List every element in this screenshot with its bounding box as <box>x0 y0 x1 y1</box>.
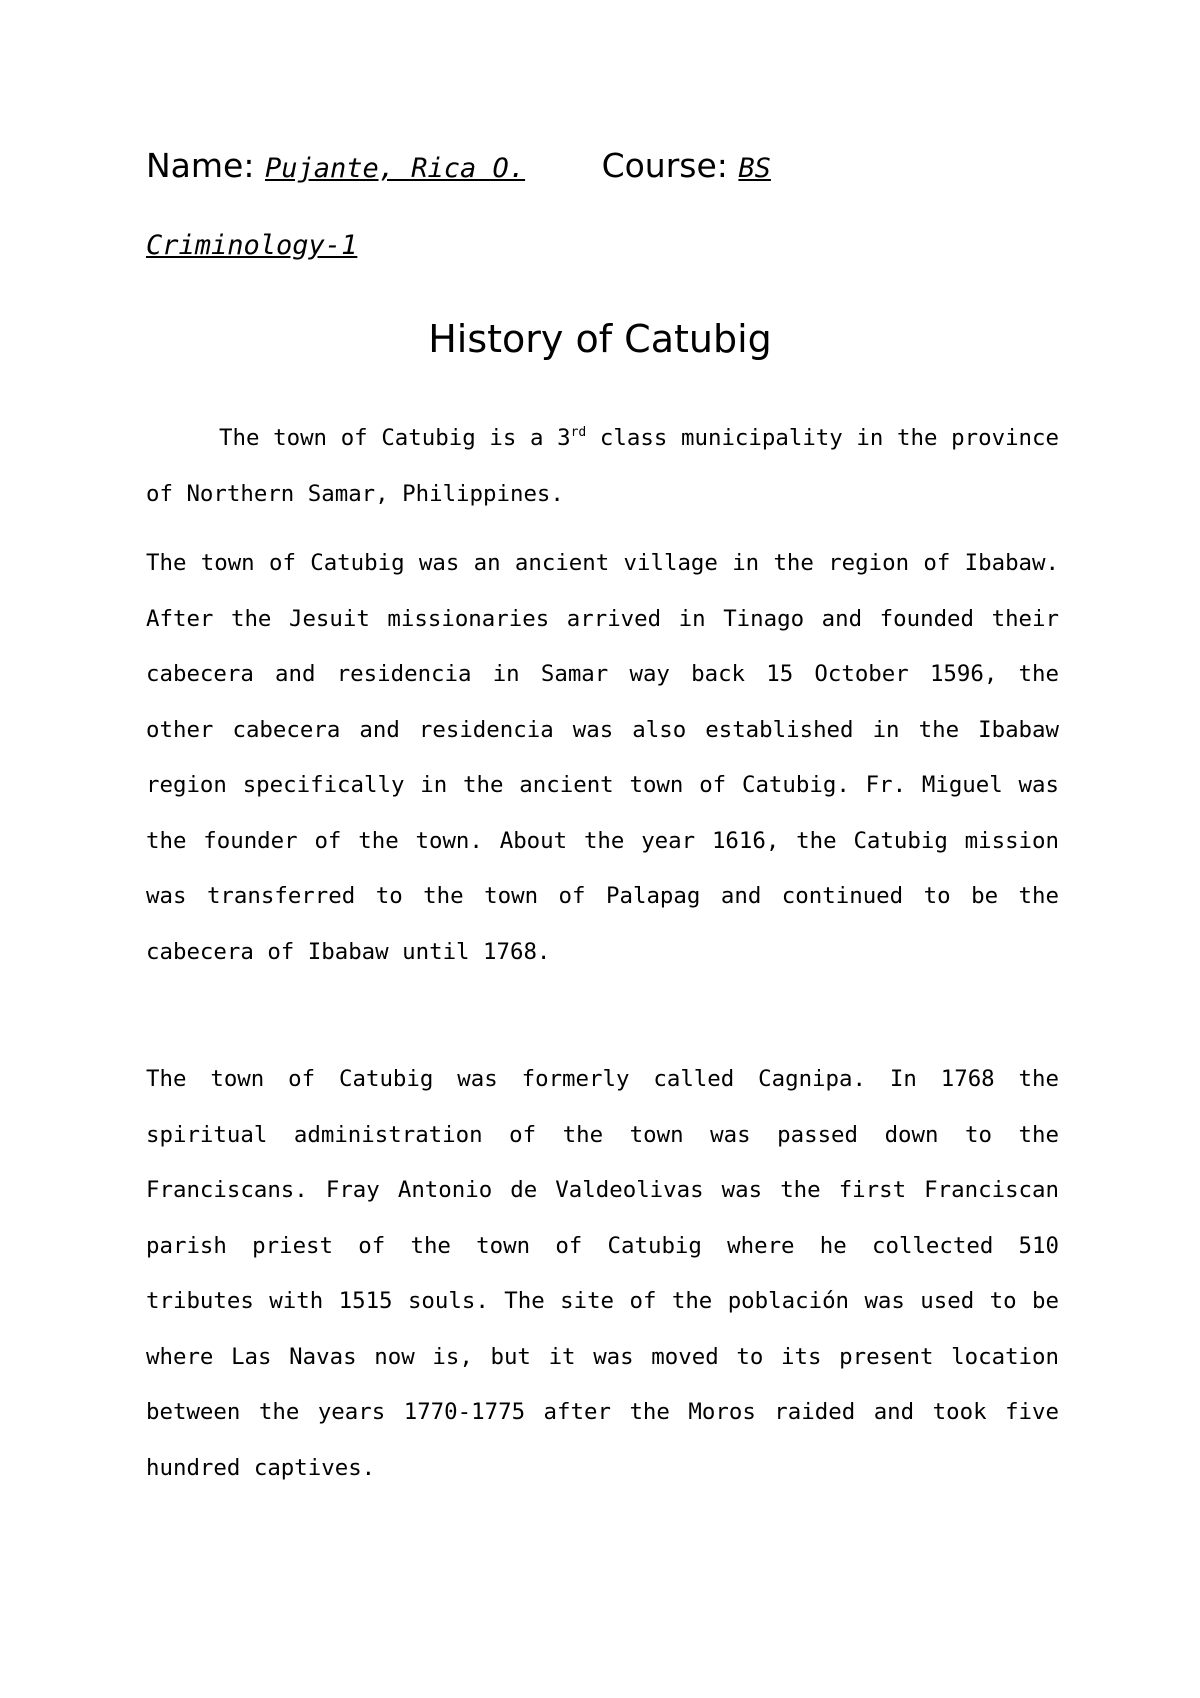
header-name-course-line <box>146 146 771 189</box>
name-value: Pujante, Rica O. <box>264 153 526 184</box>
paragraph-3: The town of Catubig was formerly called Cagnipa. In 1768 the spiritual administration of the town was passed down to the Franciscans. Fray Antonio de Valdeolivas was the first Franciscan parish priest of the town of Catubig where he collected 510 tributes with 1515 souls. The site of the población was used to be where Las Navas now is, but it was moved to its present location between the years 1770-1775 after the Moros raided and took five hundred captives. <box>146 1066 1059 1481</box>
header-course-continuation <box>146 223 357 266</box>
page-title: History of Catubig <box>428 317 772 361</box>
ordinal-superscript: rd <box>570 425 587 440</box>
name-label: Name: <box>146 146 255 185</box>
paragraph-1 <box>146 411 1059 522</box>
paragraph-1-text-a: The town of Catubig is a 3 <box>219 425 571 451</box>
course-value-continued: Criminology-1 <box>146 230 358 261</box>
course-value: BS <box>738 153 771 184</box>
paragraph-2: The town of Catubig was an ancient village in the region of Ibabaw. After the Jesuit missionaries arrived in Tinago and founded their cabecera and residencia in Samar way back 15 October 1596, the other cabecera and residencia was also established in the Ibabaw region specifically in the ancient town of Catubig. Fr. Miguel was the founder of the town. About the year 1616, the Catubig mission was transferred to the town of Palapag and continued to be the cabecera of Ibabaw until 1768. <box>146 550 1059 965</box>
course-label: Course: <box>601 146 728 185</box>
paragraph-1-text-b: class municipality in the province of Northern Samar, Philippines. <box>146 425 1059 507</box>
